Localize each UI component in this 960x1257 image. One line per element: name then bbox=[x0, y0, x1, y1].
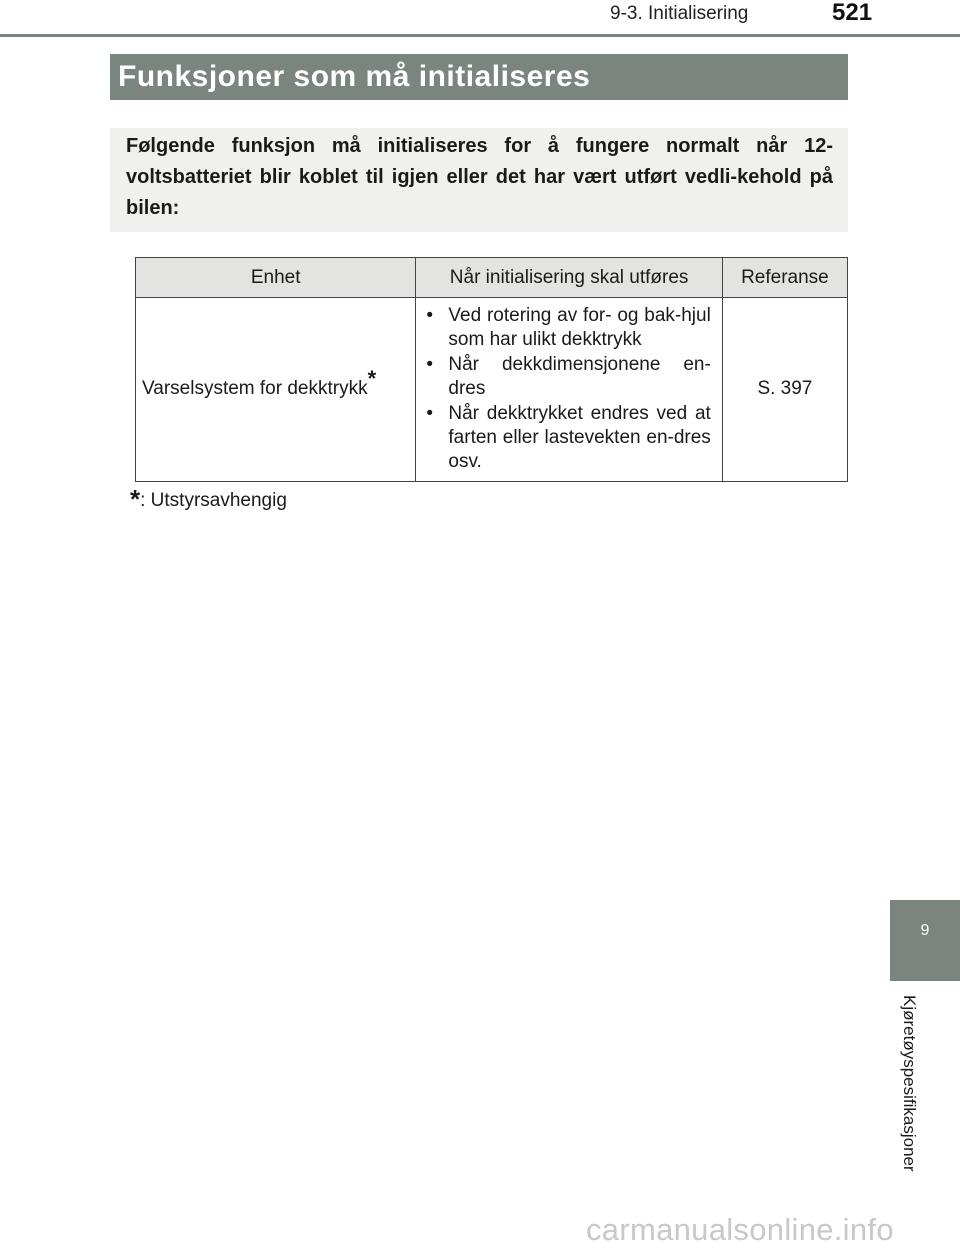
chapter-number: 9 bbox=[920, 922, 930, 939]
condition-list bbox=[424, 304, 710, 475]
condition-text: Når dekktrykket endres ved at farten eller lastevekten en-dres osv. bbox=[448, 402, 711, 473]
initialization-table bbox=[135, 257, 848, 482]
column-header-when: Når initialisering skal utføres bbox=[416, 258, 722, 298]
bullet-icon: • bbox=[426, 305, 434, 326]
header-divider bbox=[0, 34, 960, 37]
page-title: Funksjoner som må initialiseres bbox=[118, 60, 591, 93]
intro-box bbox=[110, 128, 848, 232]
title-bar bbox=[110, 54, 848, 100]
condition-text: Ved rotering av for- og bak-hjul som har ulikt dekktrykk bbox=[448, 305, 711, 351]
footnote bbox=[130, 484, 287, 521]
column-header-reference: Referanse bbox=[722, 258, 847, 298]
column-header-unit: Enhet bbox=[136, 258, 416, 298]
reference-cell: S. 397 bbox=[722, 298, 847, 482]
chapter-tab bbox=[890, 900, 960, 981]
footnote-text: : Utstyrsavhengig bbox=[140, 490, 287, 511]
watermark: carmanualsonline.info bbox=[586, 1212, 894, 1247]
list-item bbox=[424, 353, 710, 402]
intro-text: Følgende funksjon må initialiseres for å fungere normalt når 12-voltsbatteriet blir koblet til igjen eller det har vært utført vedli-kehold på bilen: bbox=[126, 135, 833, 219]
condition-text: Når dekkdimensjonene en-dres bbox=[448, 353, 711, 400]
page-number: 521 bbox=[832, 0, 873, 26]
unit-cell bbox=[136, 298, 416, 482]
list-item bbox=[424, 304, 710, 353]
section-heading: 9-3. Initialisering bbox=[610, 3, 749, 24]
equipment-footnote-marker: * bbox=[367, 366, 377, 392]
chapter-label: Kjøretøyspesifikasjoner bbox=[900, 995, 919, 1172]
footnote-marker: * bbox=[130, 484, 141, 514]
when-cell bbox=[416, 298, 722, 482]
bullet-icon: • bbox=[426, 402, 434, 424]
unit-name: Varselsystem for dekktrykk bbox=[142, 378, 368, 400]
list-item bbox=[424, 402, 710, 475]
table-row bbox=[136, 298, 848, 482]
bullet-icon: • bbox=[426, 353, 434, 375]
table-header-row bbox=[136, 258, 848, 298]
